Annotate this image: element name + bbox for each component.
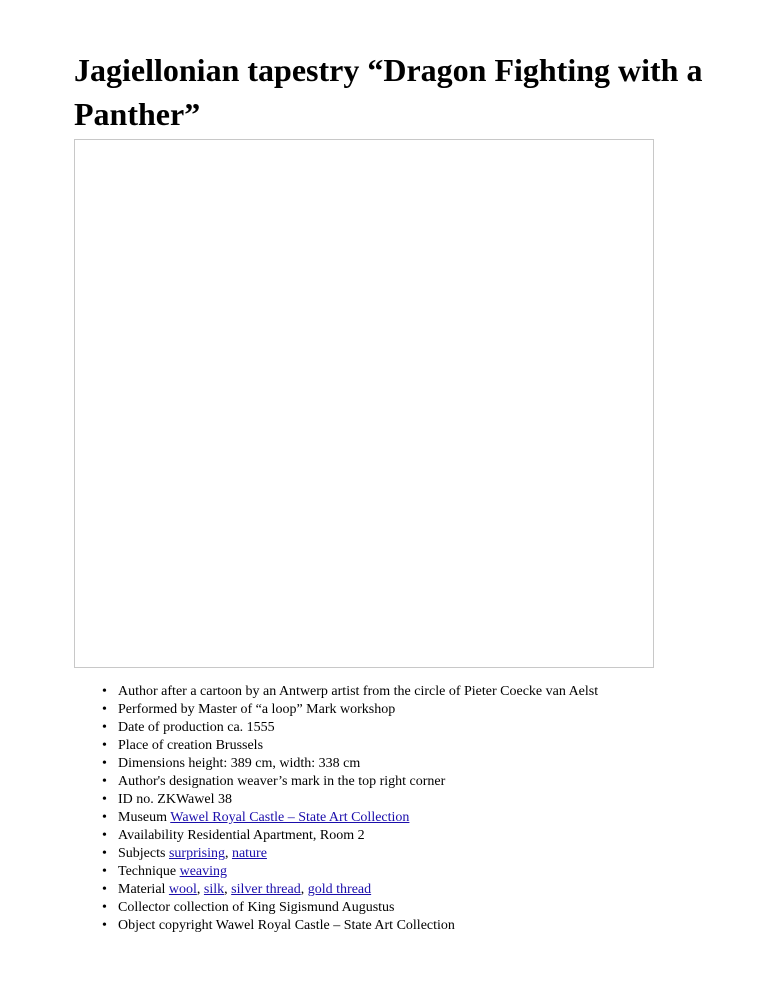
detail-value: after a cartoon by an Antwerp artist from the circle of Pieter Coecke van Aelst — [161, 684, 599, 699]
detail-subjects: • Subjects surprising, nature — [74, 845, 734, 863]
detail-label: Dimensions — [118, 756, 185, 771]
detail-place — [74, 737, 734, 755]
artwork-image-placeholder — [74, 139, 654, 668]
detail-date — [74, 719, 734, 737]
detail-availability — [74, 827, 734, 845]
detail-value: height: 389 cm, width: 338 cm — [188, 756, 361, 771]
subject-link-surprising[interactable]: surprising — [168, 846, 225, 861]
detail-value: collection of King Sigismund Augustus — [173, 900, 395, 915]
detail-designation — [74, 773, 734, 791]
material-link-silver-thread[interactable]: silver thread — [231, 882, 301, 897]
details-list — [74, 683, 734, 935]
detail-label: Museum — [118, 810, 167, 825]
detail-label: Place of creation — [118, 738, 213, 753]
detail-collector — [74, 899, 734, 917]
material-link-wool[interactable]: wool — [168, 882, 197, 897]
detail-value: ZKWawel 38 — [157, 792, 232, 807]
detail-value: Master of “a loop” Mark workshop — [198, 702, 396, 717]
detail-id-no — [74, 791, 734, 809]
detail-label: Material — [118, 882, 166, 897]
detail-value: ca. 1555 — [227, 720, 275, 735]
museum-link[interactable]: Wawel Royal Castle – State Art Collection — [170, 810, 410, 825]
technique-link-weaving[interactable]: weaving — [179, 864, 228, 879]
detail-label: Performed by — [118, 702, 195, 717]
detail-material: • Material wool, silk, silver thread, gold thread — [74, 881, 734, 899]
detail-label: Author — [118, 684, 158, 699]
detail-author — [74, 683, 734, 701]
detail-value: Brussels — [215, 738, 264, 753]
detail-label: Availability — [118, 828, 184, 843]
detail-value: weaver’s mark in the top right corner — [237, 774, 446, 789]
detail-copyright — [74, 917, 734, 935]
material-link-silk[interactable]: silk — [203, 882, 225, 897]
material-link-gold-thread[interactable]: gold thread — [307, 882, 372, 897]
detail-value: Residential Apartment, Room 2 — [187, 828, 365, 843]
detail-value: Wawel Royal Castle – State Art Collection — [215, 918, 455, 933]
detail-label: Date of production — [118, 720, 224, 735]
detail-label: Subjects — [118, 846, 166, 861]
detail-label: Collector — [118, 900, 171, 915]
detail-label: Technique — [118, 864, 177, 879]
detail-label: Author's designation — [118, 774, 234, 789]
detail-label: Object copyright — [118, 918, 213, 933]
subject-link-nature[interactable]: nature — [231, 846, 267, 861]
page-title: Jagiellonian tapestry “Dragon Fighting with a Panther” — [74, 52, 703, 132]
detail-technique — [74, 863, 734, 881]
detail-performed-by — [74, 701, 734, 719]
detail-label: ID no. — [118, 792, 154, 807]
detail-dimensions — [74, 755, 734, 773]
detail-museum — [74, 809, 734, 827]
